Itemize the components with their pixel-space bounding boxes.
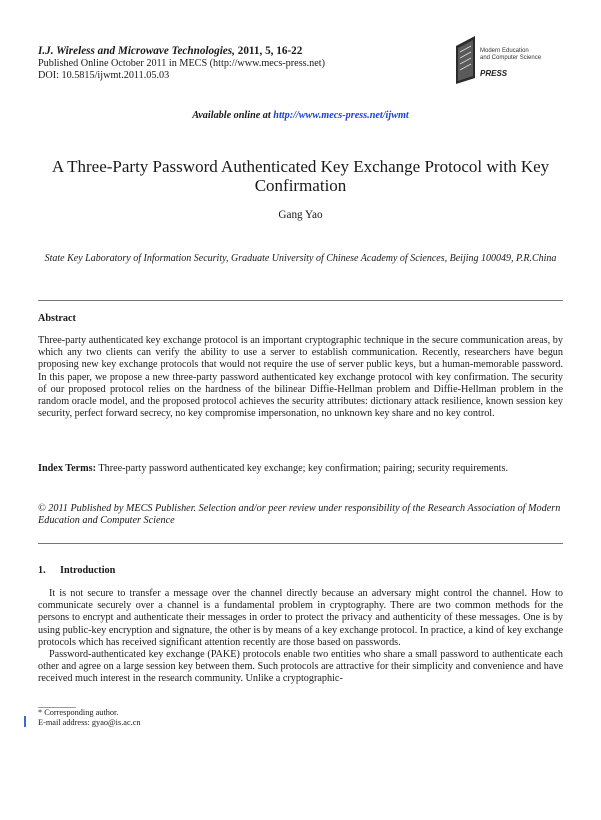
book-stack-icon <box>453 32 479 86</box>
index-terms-text: Three-party password authenticated key exchange; key confirmation; pairing; security requirements. <box>96 463 509 474</box>
index-terms-label: Index Terms: <box>38 463 97 474</box>
available-online <box>0 110 601 121</box>
footnote-email: E-mail address: gyao@is.ac.cn <box>38 718 141 728</box>
journal-issue: 2011, 5, 16-22 <box>234 45 303 57</box>
index-terms <box>38 463 563 475</box>
journal-header <box>38 44 438 82</box>
publisher-logo <box>453 30 563 90</box>
author-name: Gang Yao <box>278 209 323 221</box>
section-title: Introduction <box>60 565 116 576</box>
section-number: 1. <box>38 565 46 576</box>
publication-info: Published Online October 2011 in MECS (http://www.mecs-press.net) <box>38 58 326 69</box>
footnotes <box>38 708 141 729</box>
footnote-corresponding: * Corresponding author. <box>38 708 119 717</box>
divider-bottom <box>38 543 563 544</box>
introduction-body <box>38 588 563 686</box>
logo-text <box>480 48 541 61</box>
abstract-heading: Abstract <box>38 313 76 324</box>
margin-marker <box>24 716 26 727</box>
logo-press: PRESS <box>480 69 508 78</box>
logo-line-1: Modern Education <box>480 48 529 54</box>
logo-line-2: and Computer Science <box>480 54 542 61</box>
paragraph: Password-authenticated key exchange (PAKE) protocols enable two entities who share a small password to authenticate each other and agree on a large session key between them. Such protocols are attractive for their simplicity and convenience and have received much interest in the research community. Unlike a cryptographic- <box>38 649 563 685</box>
available-prefix: Available online at <box>192 110 274 121</box>
journal-url-link[interactable]: http://www.mecs-press.net/ijwmt <box>273 110 409 121</box>
author-affiliation: State Key Laboratory of Information Security, Graduate University of Chinese Academy of Sciences, Beijing 100049, P.R.China <box>44 253 557 264</box>
divider-top <box>38 300 563 301</box>
journal-name: I.J. Wireless and Microwave Technologies, <box>38 45 235 57</box>
paper-title: A Three-Party Password Authenticated Key Exchange Protocol with Key Confirmation <box>51 157 550 195</box>
section-heading-introduction <box>38 565 115 576</box>
doi: DOI: 10.5815/ijwmt.2011.05.03 <box>38 70 170 81</box>
copyright-notice: © 2011 Published by MECS Publisher. Selection and/or peer review under responsibility of the Research Association of Modern Education and Computer Science <box>38 503 561 527</box>
paragraph: It is not secure to transfer a message over the channel directly because an adversary might control the channel. How to communicate securely over a channel is a fundamental problem in cryptography. There are two common methods for the persons to encrypt and authenticate their messages in order to protect the privacy and authenticity of these messages. One is by using public-key encryption and signature, the other is by means of a key exchange protocol. In practice, a kind of key exchange protocols which has received significant attention recently are those based on passwords. <box>38 588 563 648</box>
abstract-body: Three-party authenticated key exchange protocol is an important cryptographic technique in the secure communication areas, by which any two clients can verify the ability to use a server to establish communication. Recently, researchers have begun proposing new key exchange protocols that would not require the use of server public keys, but a human-memorable password. In this paper, we propose a new three-party password authenticated key exchange protocol with key confirmation. The security of our proposed protocol relies on the hardness of the bilinear Diffie-Hellman problem and Diffie-Hellman problem in the random oracle model, and the proposed protocol achieves the security attributes: dictionary attack resilience, known session key security, perfect forward secrecy, no key compromise impersonation, no unknown key share and no key control. <box>38 335 563 420</box>
journal-citation <box>38 44 438 58</box>
